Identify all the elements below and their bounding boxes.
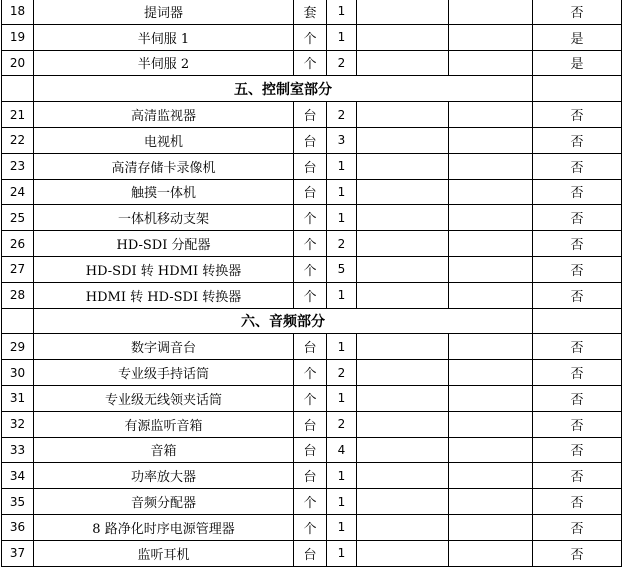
item-empty-cell-2 — [449, 437, 533, 463]
item-empty-cell-1 — [357, 205, 449, 231]
item-quantity: 1 — [327, 334, 357, 360]
item-number: 36 — [2, 514, 34, 540]
item-flag: 否 — [533, 385, 622, 411]
table-row — [2, 127, 622, 153]
item-unit: 套 — [294, 0, 327, 24]
item-empty-cell-2 — [449, 205, 533, 231]
item-empty-cell-1 — [357, 153, 449, 179]
table-row — [2, 205, 622, 231]
table-row — [2, 231, 622, 257]
item-quantity: 2 — [327, 231, 357, 257]
item-unit: 个 — [294, 385, 327, 411]
section-row — [2, 308, 622, 334]
item-number: 32 — [2, 411, 34, 437]
item-empty-cell-1 — [357, 463, 449, 489]
item-flag: 否 — [533, 282, 622, 308]
item-empty-cell-2 — [449, 360, 533, 386]
item-unit: 台 — [294, 127, 327, 153]
item-number: 35 — [2, 489, 34, 515]
item-unit: 个 — [294, 514, 327, 540]
item-number: 19 — [2, 24, 34, 50]
item-name: 一体机移动支架 — [34, 205, 294, 231]
item-flag: 否 — [533, 514, 622, 540]
item-name: 专业级手持话筒 — [34, 360, 294, 386]
section-title: 六、音频部分 — [34, 308, 533, 334]
item-flag: 否 — [533, 231, 622, 257]
item-flag: 否 — [533, 102, 622, 128]
item-unit: 台 — [294, 540, 327, 566]
item-name: 半伺服 1 — [34, 24, 294, 50]
item-flag: 否 — [533, 334, 622, 360]
table-row — [2, 24, 622, 50]
item-name: HD-SDI 转 HDMI 转换器 — [34, 256, 294, 282]
item-empty-cell-1 — [357, 50, 449, 76]
item-number: 21 — [2, 102, 34, 128]
item-empty-cell-1 — [357, 127, 449, 153]
item-number: 28 — [2, 282, 34, 308]
item-unit: 台 — [294, 334, 327, 360]
item-empty-cell-2 — [449, 231, 533, 257]
item-name: 监听耳机 — [34, 540, 294, 566]
equipment-table-body — [2, 0, 622, 566]
item-quantity: 1 — [327, 540, 357, 566]
item-quantity: 1 — [327, 385, 357, 411]
item-flag: 否 — [533, 205, 622, 231]
item-flag: 否 — [533, 153, 622, 179]
item-unit: 个 — [294, 205, 327, 231]
item-flag: 否 — [533, 127, 622, 153]
item-number: 34 — [2, 463, 34, 489]
item-flag: 否 — [533, 179, 622, 205]
item-number: 24 — [2, 179, 34, 205]
item-flag: 是 — [533, 50, 622, 76]
section-number-cell — [2, 76, 34, 102]
item-number: 26 — [2, 231, 34, 257]
item-flag: 否 — [533, 411, 622, 437]
table-row — [2, 50, 622, 76]
item-unit: 个 — [294, 360, 327, 386]
item-empty-cell-2 — [449, 334, 533, 360]
item-number: 20 — [2, 50, 34, 76]
item-quantity: 5 — [327, 256, 357, 282]
item-quantity: 1 — [327, 463, 357, 489]
item-flag: 否 — [533, 256, 622, 282]
item-name: 专业级无线领夹话筒 — [34, 385, 294, 411]
table-row — [2, 385, 622, 411]
item-empty-cell-1 — [357, 256, 449, 282]
item-flag: 否 — [533, 489, 622, 515]
item-quantity: 2 — [327, 360, 357, 386]
item-empty-cell-1 — [357, 282, 449, 308]
item-empty-cell-2 — [449, 127, 533, 153]
item-number: 23 — [2, 153, 34, 179]
item-empty-cell-1 — [357, 540, 449, 566]
table-row — [2, 411, 622, 437]
item-name: 音箱 — [34, 437, 294, 463]
item-quantity: 1 — [327, 24, 357, 50]
item-name: 高清存储卡录像机 — [34, 153, 294, 179]
table-row — [2, 360, 622, 386]
item-unit: 个 — [294, 256, 327, 282]
item-flag: 是 — [533, 24, 622, 50]
item-empty-cell-2 — [449, 385, 533, 411]
item-empty-cell-2 — [449, 540, 533, 566]
item-empty-cell-2 — [449, 102, 533, 128]
item-flag: 否 — [533, 463, 622, 489]
item-name: 触摸一体机 — [34, 179, 294, 205]
item-empty-cell-1 — [357, 385, 449, 411]
section-flag-cell — [533, 76, 622, 102]
item-name: 提词器 — [34, 0, 294, 24]
table-row — [2, 256, 622, 282]
item-empty-cell-1 — [357, 231, 449, 257]
section-flag-cell — [533, 308, 622, 334]
item-empty-cell-2 — [449, 153, 533, 179]
table-row — [2, 514, 622, 540]
item-name: 高清监视器 — [34, 102, 294, 128]
item-number: 25 — [2, 205, 34, 231]
item-empty-cell-2 — [449, 24, 533, 50]
table-row — [2, 540, 622, 566]
item-name: 数字调音台 — [34, 334, 294, 360]
item-name: 电视机 — [34, 127, 294, 153]
item-empty-cell-2 — [449, 463, 533, 489]
item-name: HD-SDI 分配器 — [34, 231, 294, 257]
equipment-table — [1, 0, 622, 567]
item-name: HDMI 转 HD-SDI 转换器 — [34, 282, 294, 308]
item-quantity: 2 — [327, 102, 357, 128]
item-empty-cell-2 — [449, 0, 533, 24]
item-empty-cell-1 — [357, 489, 449, 515]
item-quantity: 1 — [327, 489, 357, 515]
item-quantity: 3 — [327, 127, 357, 153]
item-number: 37 — [2, 540, 34, 566]
item-quantity: 4 — [327, 437, 357, 463]
item-empty-cell-1 — [357, 24, 449, 50]
item-name: 功率放大器 — [34, 463, 294, 489]
section-number-cell — [2, 308, 34, 334]
item-flag: 否 — [533, 0, 622, 24]
table-row — [2, 153, 622, 179]
table-row — [2, 489, 622, 515]
item-quantity: 1 — [327, 179, 357, 205]
item-empty-cell-2 — [449, 179, 533, 205]
item-quantity: 2 — [327, 50, 357, 76]
item-name: 半伺服 2 — [34, 50, 294, 76]
item-name: 有源监听音箱 — [34, 411, 294, 437]
item-empty-cell-2 — [449, 50, 533, 76]
item-flag: 否 — [533, 437, 622, 463]
item-empty-cell-2 — [449, 489, 533, 515]
item-unit: 台 — [294, 102, 327, 128]
item-empty-cell-1 — [357, 0, 449, 24]
item-empty-cell-2 — [449, 514, 533, 540]
item-empty-cell-1 — [357, 102, 449, 128]
item-quantity: 2 — [327, 411, 357, 437]
item-number: 33 — [2, 437, 34, 463]
item-empty-cell-1 — [357, 360, 449, 386]
table-row — [2, 282, 622, 308]
table-row — [2, 437, 622, 463]
item-flag: 否 — [533, 540, 622, 566]
item-unit: 个 — [294, 24, 327, 50]
item-empty-cell-1 — [357, 411, 449, 437]
item-unit: 台 — [294, 463, 327, 489]
item-empty-cell-1 — [357, 334, 449, 360]
item-unit: 台 — [294, 437, 327, 463]
item-unit: 个 — [294, 282, 327, 308]
item-name: 8 路净化时序电源管理器 — [34, 514, 294, 540]
item-unit: 台 — [294, 153, 327, 179]
item-number: 22 — [2, 127, 34, 153]
section-title: 五、控制室部分 — [34, 76, 533, 102]
item-empty-cell-2 — [449, 282, 533, 308]
section-row — [2, 76, 622, 102]
item-unit: 台 — [294, 179, 327, 205]
table-row — [2, 334, 622, 360]
item-unit: 个 — [294, 50, 327, 76]
item-number: 27 — [2, 256, 34, 282]
table-row — [2, 463, 622, 489]
item-quantity: 1 — [327, 0, 357, 24]
item-empty-cell-1 — [357, 514, 449, 540]
item-quantity: 1 — [327, 205, 357, 231]
item-unit: 个 — [294, 231, 327, 257]
item-quantity: 1 — [327, 153, 357, 179]
item-quantity: 1 — [327, 282, 357, 308]
item-unit: 台 — [294, 411, 327, 437]
item-number: 29 — [2, 334, 34, 360]
item-empty-cell-2 — [449, 411, 533, 437]
item-number: 18 — [2, 0, 34, 24]
item-empty-cell-1 — [357, 437, 449, 463]
item-name: 音频分配器 — [34, 489, 294, 515]
table-row — [2, 179, 622, 205]
table-row — [2, 102, 622, 128]
item-number: 30 — [2, 360, 34, 386]
item-unit: 个 — [294, 489, 327, 515]
item-quantity: 1 — [327, 514, 357, 540]
table-row — [2, 0, 622, 24]
item-empty-cell-1 — [357, 179, 449, 205]
item-number: 31 — [2, 385, 34, 411]
item-flag: 否 — [533, 360, 622, 386]
item-empty-cell-2 — [449, 256, 533, 282]
